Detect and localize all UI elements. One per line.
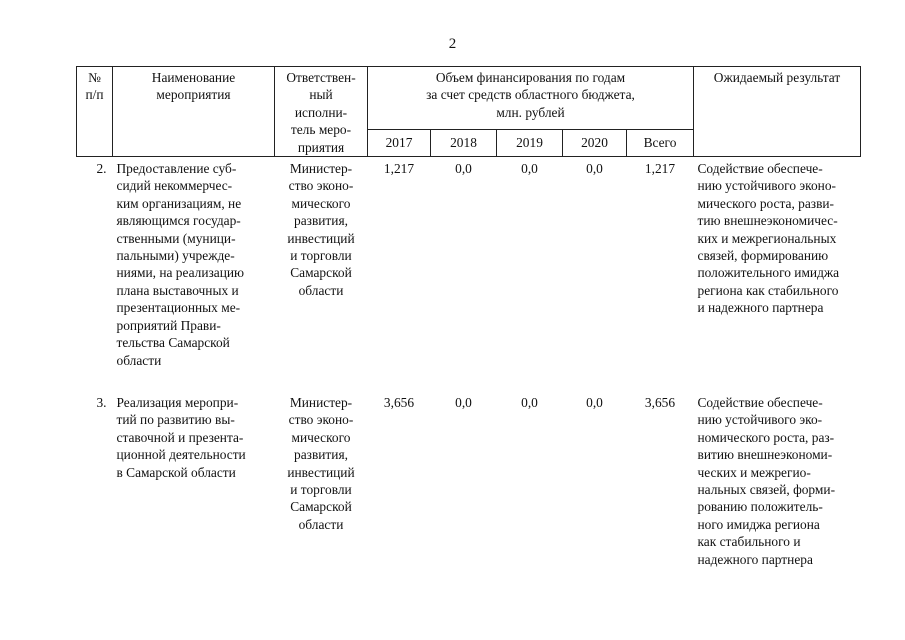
header-responsible: Ответствен- ный исполни- тель меро- приятия xyxy=(275,67,368,157)
row-value-total: 1,217 xyxy=(644,161,676,177)
row-value-total: 3,656 xyxy=(644,394,676,410)
header-year-2018: 2018 xyxy=(431,130,497,157)
row-spacer xyxy=(77,369,861,391)
row-responsible: Министер- ство эконо- мического развития, инвестиций и торговли Самарской области xyxy=(287,394,355,532)
row-name: Предоставление суб- сидий некоммерчес- ким организациям, не являющимся государ- ственными (муници- пальными) учрежде- ниями, на реализацию плана выставочных и презентационных ме- роприятий Прави- тельства Самарской области xyxy=(116,161,245,368)
header-funding: Объем финансирования по годам за счет средств областного бюджета, млн. рублей xyxy=(368,67,694,130)
funding-table xyxy=(76,66,861,568)
row-value-2017: 1,217 xyxy=(383,161,415,177)
row-name: Реализация меропри- тий по развитию вы- ставочной и презента- ционной деятельности в Самарской области xyxy=(116,394,246,480)
header-year-2017: 2017 xyxy=(368,130,431,157)
header-result: Ожидаемый результат xyxy=(694,67,861,157)
header-year-2019: 2019 xyxy=(497,130,563,157)
header-number: № п/п xyxy=(77,67,113,157)
table-row xyxy=(77,391,861,568)
row-value-2019: 0,0 xyxy=(521,394,538,410)
row-value-2017: 3,656 xyxy=(383,394,415,410)
row-value-2020: 0,0 xyxy=(586,394,603,410)
row-number: 2. xyxy=(96,161,107,177)
row-result: Содействие обеспече- нию устойчивого эконо- мического роста, разви- тию внешнеэкономичес- ких и межрегиональных связей, формированию положительного имиджа региона как стабильного и надежного партнера xyxy=(697,161,840,316)
row-value-2019: 0,0 xyxy=(521,161,538,177)
row-value-2018: 0,0 xyxy=(455,394,472,410)
page-number: 2 xyxy=(448,36,457,52)
row-value-2020: 0,0 xyxy=(586,161,603,177)
header-year-2020: 2020 xyxy=(563,130,627,157)
header-name: Наименование мероприятия xyxy=(113,67,275,157)
row-responsible: Министер- ство эконо- мического развития, инвестиций и торговли Самарской области xyxy=(287,161,355,298)
table-row xyxy=(77,157,861,369)
row-value-2018: 0,0 xyxy=(455,161,472,177)
header-total: Всего xyxy=(627,130,694,157)
row-number: 3. xyxy=(96,394,107,410)
row-result: Содействие обеспече- нию устойчивого эко- номического роста, раз- витию внешнеэкономи- ческих и межрегио- нальных связей, форми- рованию положитель- ного имиджа региона как стабильного и надежного партнера xyxy=(697,394,836,567)
